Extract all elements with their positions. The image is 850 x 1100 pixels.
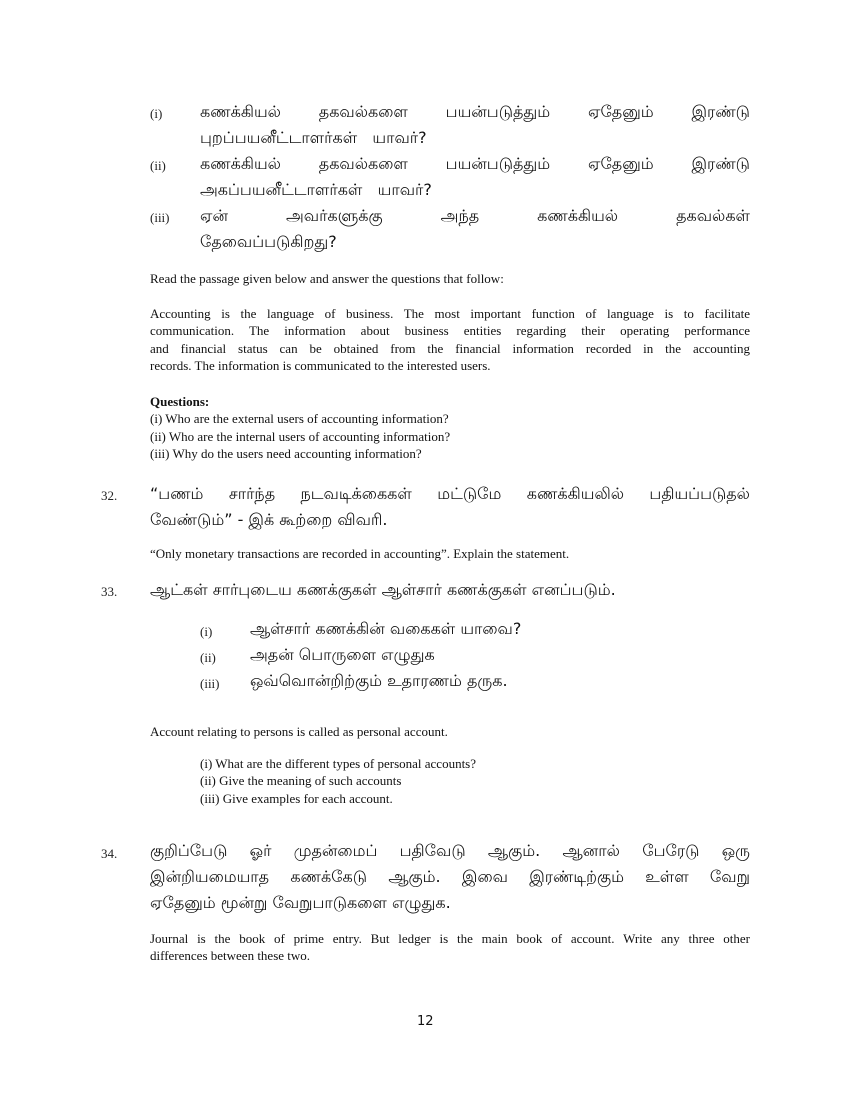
q31-passage-line-2: communication. The information about business entities regarding their operating performance xyxy=(150,323,750,338)
q33-number: 33. xyxy=(101,584,118,599)
word: பதியப்படுதல் xyxy=(649,484,750,503)
word: உள்ள xyxy=(645,867,689,886)
word: அவர்களுக்கு xyxy=(285,206,383,225)
q32-tamil-line1 xyxy=(150,484,750,505)
q31-question-1: (i) Who are the external users of accounting information? xyxy=(150,411,449,426)
q33-english-item-1: (i) What are the different types of personal accounts? xyxy=(200,756,477,771)
q32-number: 32. xyxy=(101,488,118,503)
q34-english-line-2: differences between these two. xyxy=(150,948,311,963)
word: கணக்கியல் xyxy=(200,154,281,173)
q31-tamil-item-1-line2: புறப்பயனீட்டாளர்கள் யாவர்? xyxy=(200,128,427,147)
q31-tamil-item-3-number: (iii) xyxy=(150,210,170,225)
word: பயன்படுத்தும் xyxy=(445,154,551,173)
word: சார்ந்த xyxy=(228,484,276,503)
word: கணக்கேடு xyxy=(290,867,368,886)
q31-passage-line-3: and financial status can be obtained from the financial information recorded in the accounting xyxy=(150,341,750,356)
word: கணக்கியல் xyxy=(537,206,619,225)
word: இன்றியமையாத xyxy=(150,867,270,886)
word: ஏன் xyxy=(200,206,228,225)
word: மட்டுமே xyxy=(437,484,502,503)
word: இரண்டு xyxy=(691,102,750,121)
q33-tamil-item-2: அதன் பொருளை எழுதுக xyxy=(250,645,435,664)
q33-english-item-3: (iii) Give examples for each account. xyxy=(200,791,393,806)
word: ஒரு xyxy=(721,841,750,860)
q31-passage-line-1: Accounting is the language of business. The most important function of language is to facilitate xyxy=(150,306,750,321)
word: தகவல்களை xyxy=(318,154,408,173)
q31-passage-line-4: records. The information is communicated to the interested users. xyxy=(150,358,491,373)
word: ஓர் xyxy=(249,841,272,860)
q31-question-3: (iii) Why do the users need accounting information? xyxy=(150,446,422,461)
q33-english-intro: Account relating to persons is called as personal account. xyxy=(150,724,448,739)
q31-instruction: Read the passage given below and answer the questions that follow: xyxy=(150,271,504,286)
q33-tamil-item-3: ஒவ்வொன்றிற்கும் உதாரணம் தருக. xyxy=(250,671,508,690)
word: ஆனால் xyxy=(562,841,620,860)
word: “பணம் xyxy=(150,484,204,503)
word: தகவல்களை xyxy=(318,102,408,121)
word: இரண்டிற்கும் xyxy=(529,867,624,886)
word: கணக்கியல் xyxy=(200,102,281,121)
word: கணக்கியலில் xyxy=(526,484,625,503)
q31-tamil-item-1-number: (i) xyxy=(150,106,163,121)
word: ஆகும். xyxy=(388,867,441,886)
q33-tamil-item-1-number: (i) xyxy=(200,624,213,639)
q33-tamil-item-1: ஆள்சார் கணக்கின் வகைகள் யாவை? xyxy=(250,619,522,638)
word: பதிவேடு xyxy=(399,841,466,860)
q31-question-2: (ii) Who are the internal users of accounting information? xyxy=(150,429,451,444)
q31-tamil-item-3-line2: தேவைப்படுகிறது? xyxy=(200,232,337,251)
word: நடவடிக்கைகள் xyxy=(300,484,412,503)
q34-number: 34. xyxy=(101,846,118,861)
q34-tamil-line2 xyxy=(150,867,750,888)
word: தகவல்கள் xyxy=(676,206,750,225)
word: முதன்மைப் xyxy=(293,841,378,860)
q31-tamil-item-3-line1 xyxy=(200,206,750,227)
q33-english-item-2: (ii) Give the meaning of such accounts xyxy=(200,773,402,788)
q32-english: “Only monetary transactions are recorded in accounting”. Explain the statement. xyxy=(150,546,570,561)
q32-tamil-line2: வேண்டும்” - இக் கூற்றை விவரி. xyxy=(150,510,388,529)
word: குறிப்பேடு xyxy=(150,841,228,860)
q31-tamil-item-1-line1 xyxy=(200,102,750,123)
q34-english-line-1: Journal is the book of prime entry. But ledger is the main book of account. Write any three other xyxy=(150,931,750,946)
word: இவை xyxy=(461,867,508,886)
q33-tamil-item-2-number: (ii) xyxy=(200,650,216,665)
word: வேறு xyxy=(709,867,750,886)
word: ஏதேனும் xyxy=(587,102,654,121)
word: பேரேடு xyxy=(642,841,700,860)
word: இரண்டு xyxy=(691,154,750,173)
q31-questions-heading: Questions: xyxy=(150,394,210,409)
q33-tamil-item-3-number: (iii) xyxy=(200,676,220,691)
q34-tamil-line3: ஏதேனும் மூன்று வேறுபாடுகளை எழுதுக. xyxy=(150,893,451,912)
q31-tamil-item-2-number: (ii) xyxy=(150,158,166,173)
word: பயன்படுத்தும் xyxy=(445,102,551,121)
q33-tamil-intro: ஆட்கள் சார்புடைய கணக்குகள் ஆள்சார் கணக்குகள் எனப்படும். xyxy=(150,580,616,599)
q34-tamil-line1 xyxy=(150,841,750,862)
q31-tamil-item-2-line1 xyxy=(200,154,750,175)
q31-tamil-item-2-line2: அகப்பயனீட்டாளர்கள் யாவர்? xyxy=(200,180,432,199)
word: அந்த xyxy=(440,206,480,225)
page-number: 12 xyxy=(417,1014,434,1029)
word: ஆகும். xyxy=(487,841,541,860)
word: ஏதேனும் xyxy=(587,154,654,173)
